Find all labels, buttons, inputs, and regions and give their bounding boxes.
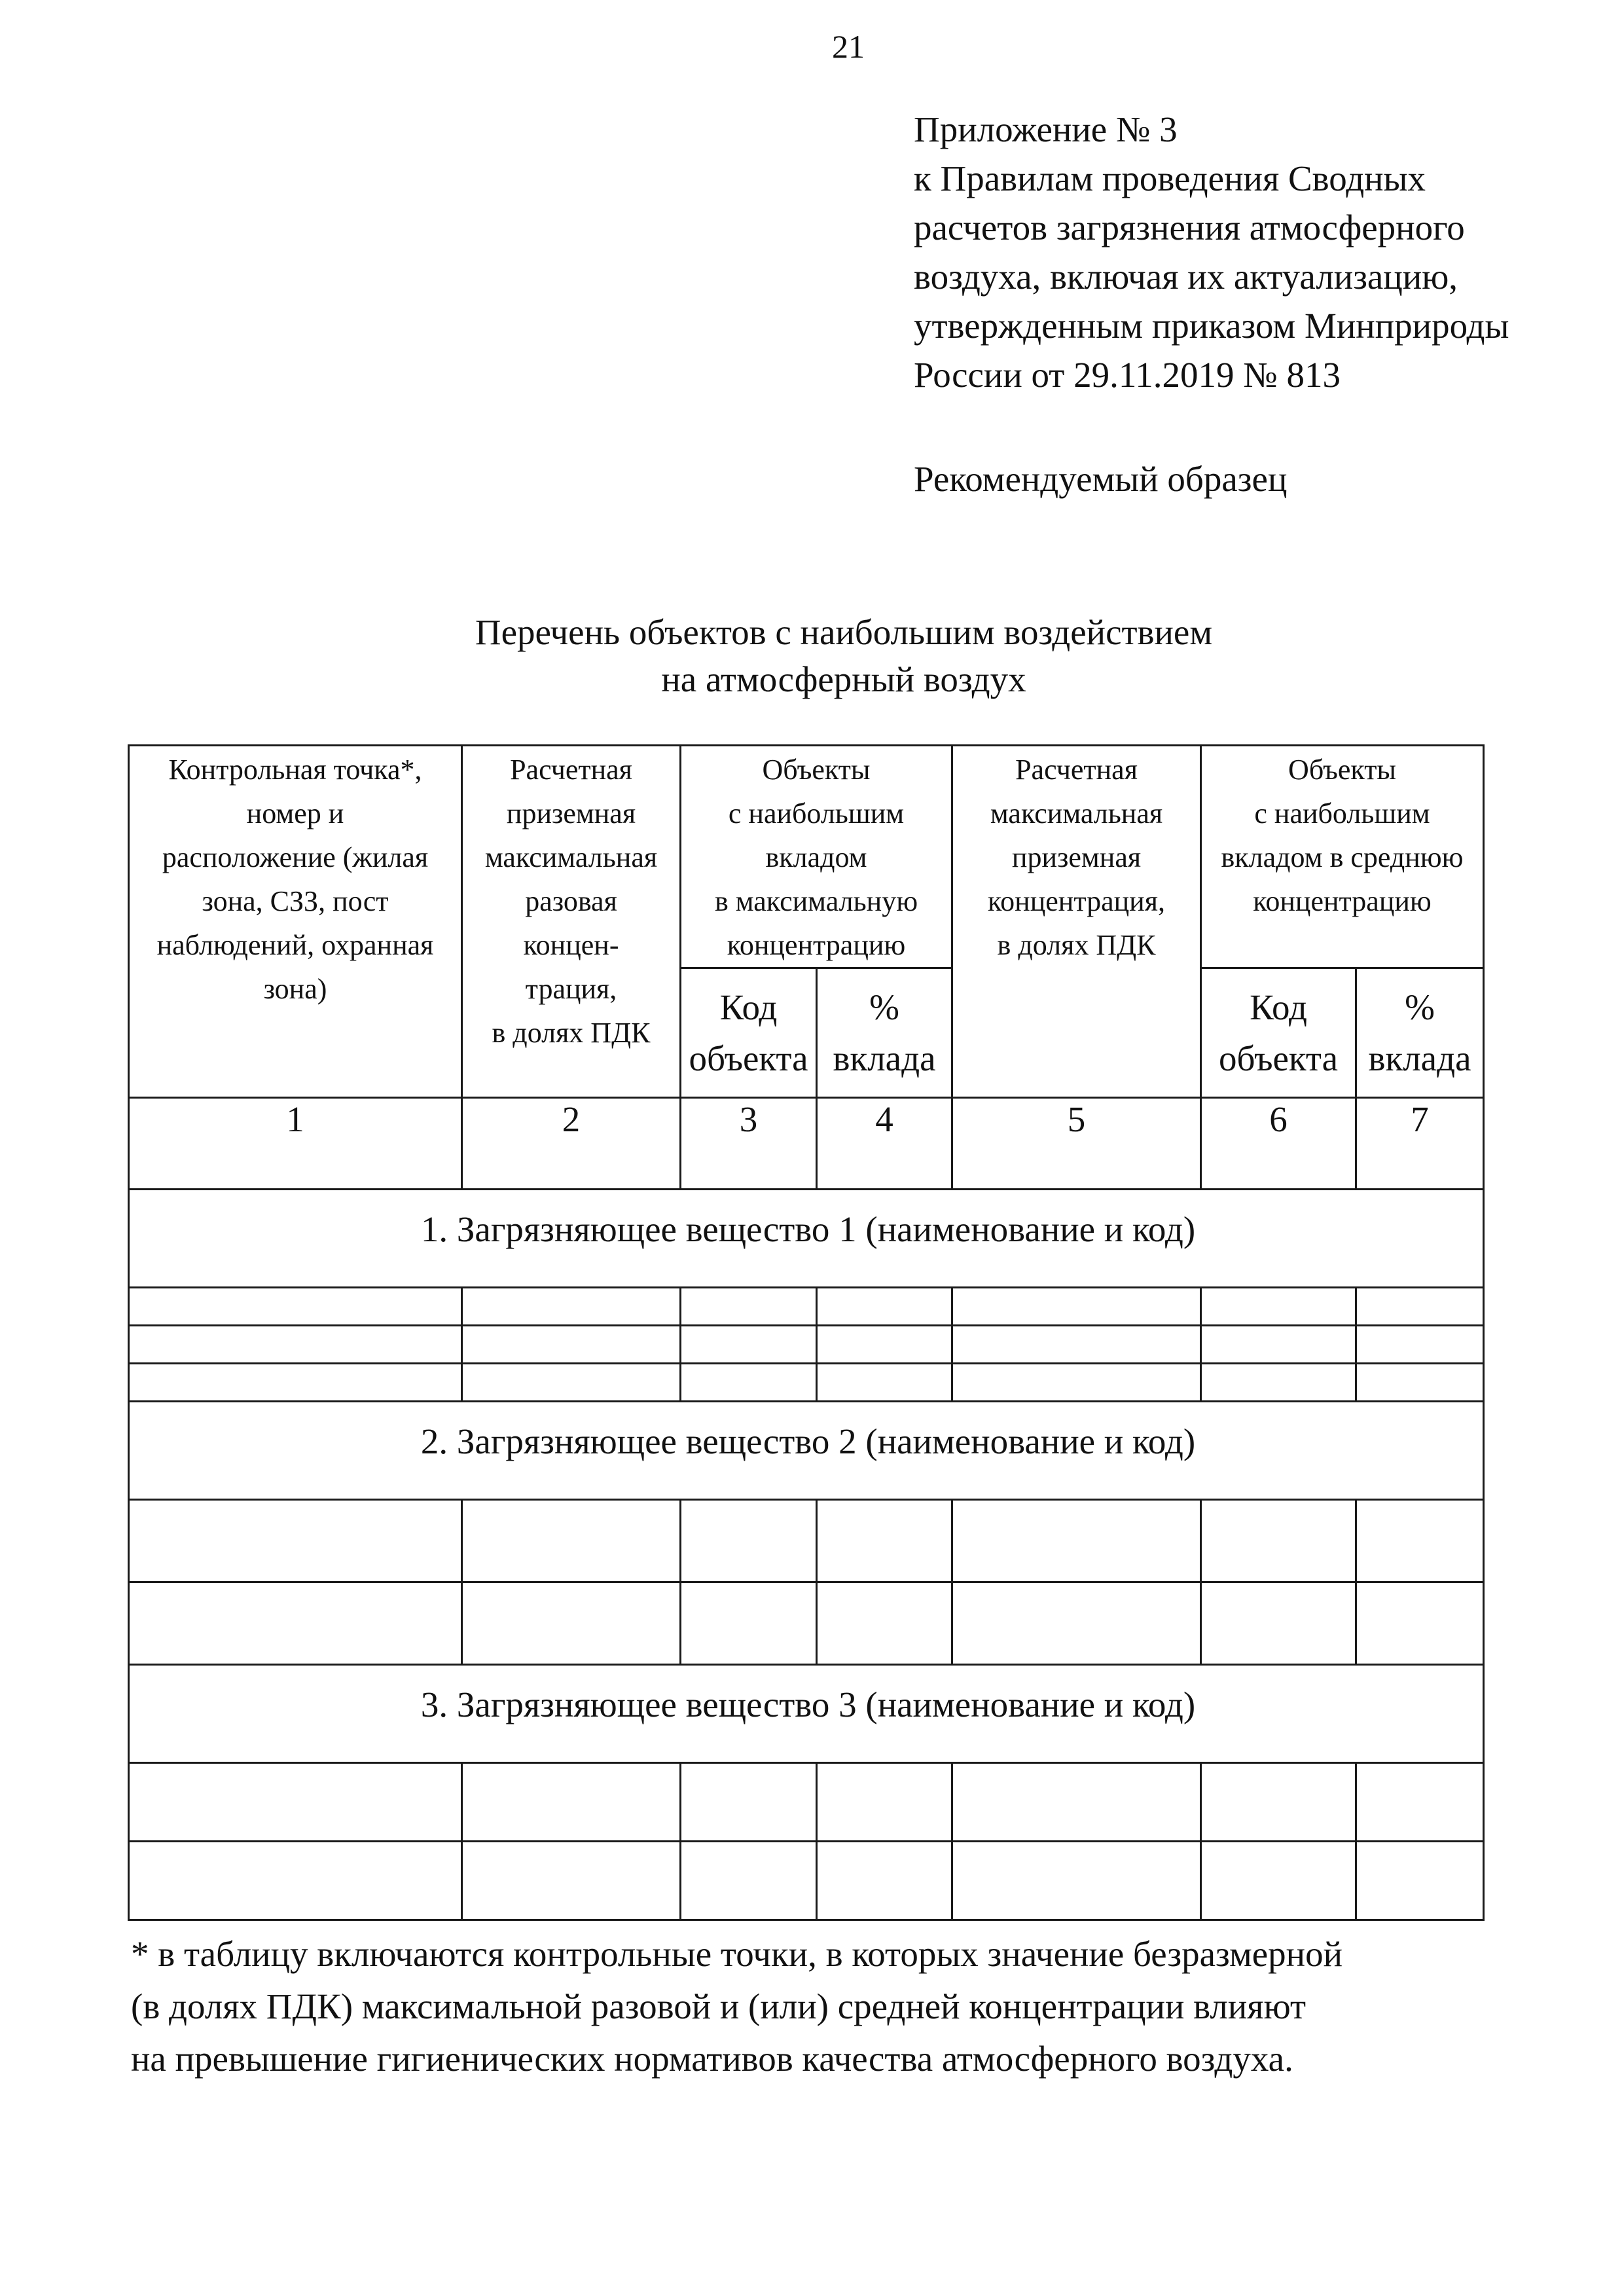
table-cell[interactable] [129,1842,462,1920]
header-calc-max-average [952,746,1201,1098]
header-line: в максимальную [714,885,918,917]
column-number: 4 [817,1098,952,1190]
table-cell[interactable] [462,1763,681,1842]
table-cell[interactable] [1356,1326,1484,1364]
header-objects-max [681,746,952,968]
table-cell[interactable] [681,1288,817,1326]
header-line: с наибольшим [728,797,905,829]
appendix-line: России от 29.11.2019 № 813 [914,355,1341,395]
header-objects-average [1201,746,1484,968]
subheader-object-code [1201,968,1356,1098]
table-cell[interactable] [1356,1842,1484,1920]
footnote-line: на превышение гигиенических нормативов качества атмосферного воздуха. [131,2039,1293,2079]
table-cell[interactable] [129,1500,462,1582]
header-control-point [129,746,462,1098]
table-cell[interactable] [1356,1500,1484,1582]
subheader-percent-contribution [817,968,952,1098]
subheader-object-code [681,968,817,1098]
table-cell[interactable] [817,1842,952,1920]
document-title [156,609,1531,703]
header-line: трация, [525,973,617,1005]
table-cell[interactable] [817,1763,952,1842]
column-number: 6 [1201,1098,1356,1190]
subheader-line: % [869,987,899,1027]
sample-label: Рекомендуемый образец [914,459,1288,499]
header-line: номер и [246,797,344,829]
table-cell[interactable] [129,1326,462,1364]
table-cell[interactable] [1201,1582,1356,1665]
table-cell[interactable] [952,1842,1201,1920]
title-line: Перечень объектов с наибольшим воздействием [475,612,1213,652]
appendix-line: Приложение № 3 [914,109,1178,149]
table-cell[interactable] [1201,1364,1356,1402]
header-line: расположение (жилая [162,841,429,873]
section-heading: 3. Загрязняющее вещество 3 (наименование и код) [129,1665,1484,1763]
header-line: Объекты [762,754,871,786]
table-cell[interactable] [129,1582,462,1665]
appendix-block [914,105,1509,399]
table-cell[interactable] [1356,1763,1484,1842]
table-cell[interactable] [1201,1500,1356,1582]
table-row [129,1763,1484,1842]
table-cell[interactable] [129,1763,462,1842]
table-cell[interactable] [681,1326,817,1364]
table-cell[interactable] [681,1763,817,1842]
table-cell[interactable] [1201,1326,1356,1364]
table-row [129,1364,1484,1402]
table-cell[interactable] [1201,1842,1356,1920]
table-cell[interactable] [462,1364,681,1402]
table-cell[interactable] [952,1364,1201,1402]
table-cell[interactable] [1201,1763,1356,1842]
section-heading: 2. Загрязняющее вещество 2 (наименование и код) [129,1402,1484,1500]
table-cell[interactable] [462,1842,681,1920]
title-line: на атмосферный воздух [661,659,1026,699]
table-cell[interactable] [681,1364,817,1402]
appendix-line: расчетов загрязнения атмосферного [914,208,1465,247]
header-line: Расчетная [1015,754,1138,786]
table-row [129,1288,1484,1326]
table-cell[interactable] [952,1500,1201,1582]
footnote-line: (в долях ПДК) максимальной разовой и (или) средней концентрации влияют [131,1986,1306,2026]
subheader-line: вклада [833,1038,936,1078]
table-cell[interactable] [817,1326,952,1364]
table-cell[interactable] [817,1500,952,1582]
header-line: наблюдений, охранная [156,929,434,961]
table-cell[interactable] [129,1364,462,1402]
subheader-percent-contribution [1356,968,1484,1098]
appendix-line: утвержденным приказом Минприроды [914,306,1509,346]
table-cell[interactable] [462,1500,681,1582]
column-number: 7 [1356,1098,1484,1190]
header-line: зона) [263,973,327,1005]
header-line: концентрация, [988,885,1165,917]
table-row [129,1326,1484,1364]
footnote [131,1928,1505,2085]
header-line: разовая [525,885,617,917]
appendix-line: воздуха, включая их актуализацию, [914,257,1458,297]
table-cell[interactable] [817,1364,952,1402]
table-cell[interactable] [462,1288,681,1326]
header-line: Расчетная [510,754,632,786]
subheader-line: объекта [1218,1038,1339,1078]
column-number: 5 [952,1098,1201,1190]
column-number: 3 [681,1098,817,1190]
header-line: приземная [1011,841,1142,873]
table-cell[interactable] [129,1288,462,1326]
header-line: Объекты [1288,754,1396,786]
table-cell[interactable] [1356,1364,1484,1402]
subheader-line: % [1405,987,1435,1027]
table-cell[interactable] [817,1288,952,1326]
header-line: концен- [523,929,619,961]
header-line: концентрацию [727,929,906,961]
table-cell[interactable] [1201,1288,1356,1326]
header-line: максимальная [484,841,658,873]
section-heading: 1. Загрязняющее вещество 1 (наименование и код) [129,1190,1484,1288]
header-line: в долях ПДК [997,929,1156,961]
column-number: 2 [462,1098,681,1190]
table-row [129,1842,1484,1920]
table-cell[interactable] [1356,1582,1484,1665]
table-cell[interactable] [952,1326,1201,1364]
footnote-line: * в таблицу включаются контрольные точки, в которых значение безразмерной [131,1934,1343,1974]
header-line: приземная [506,797,636,829]
appendix-line: к Правилам проведения Сводных [914,158,1426,198]
table-cell[interactable] [681,1842,817,1920]
table-row [129,1500,1484,1582]
table-cell[interactable] [952,1288,1201,1326]
header-line: с наибольшим [1254,797,1430,829]
column-number: 1 [129,1098,462,1190]
header-line: максимальная [990,797,1163,829]
subheader-line: Код [719,987,778,1027]
header-line: концентрацию [1253,885,1432,917]
header-line: вкладом [765,841,867,873]
table-cell[interactable] [952,1582,1201,1665]
header-calc-max-single [462,746,681,1098]
subheader-line: Код [1250,987,1307,1027]
page-number: 21 [832,28,865,65]
table-row [129,1582,1484,1665]
subheader-line: объекта [689,1038,808,1078]
objects-table [128,744,1485,1921]
table-cell[interactable] [462,1582,681,1665]
table-cell[interactable] [462,1326,681,1364]
header-line: зона, СЗЗ, пост [202,885,389,917]
subheader-line: вклада [1368,1038,1471,1078]
table-cell[interactable] [817,1582,952,1665]
header-line: вкладом в среднюю [1221,841,1464,873]
table-cell[interactable] [1356,1288,1484,1326]
header-line: Контрольная точка*, [168,754,422,786]
table-cell[interactable] [681,1500,817,1582]
table-cell[interactable] [681,1582,817,1665]
header-line: в долях ПДК [492,1017,651,1049]
table-cell[interactable] [952,1763,1201,1842]
